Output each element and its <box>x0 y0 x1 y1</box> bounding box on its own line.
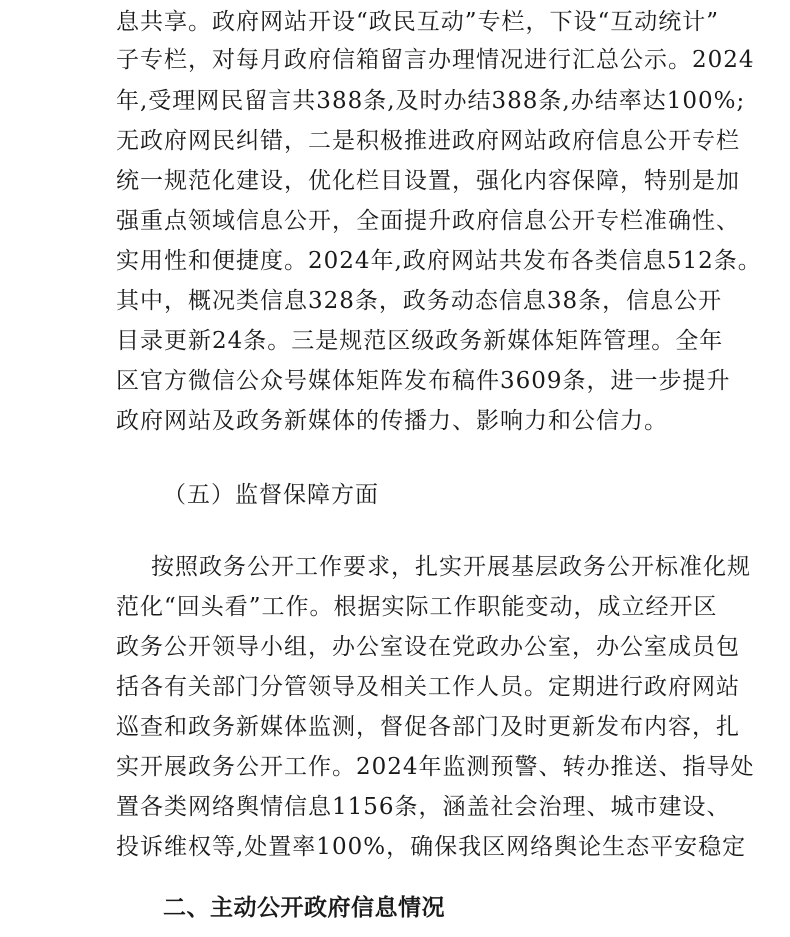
paragraph-line: 政府网站及政务新媒体的传播力、影响力和公信力。 <box>116 408 668 434</box>
paragraph-line: 区官方微信公众号媒体矩阵发布稿件3609条，进一步提升 <box>116 368 731 394</box>
paragraph-line: 统一规范化建设，优化栏目设置，强化内容保障，特别是加 <box>116 168 740 194</box>
paragraph-line: 子专栏，对每月政府信箱留言办理情况进行汇总公示。2024 <box>116 47 755 73</box>
section-heading: 二、主动公开政府信息情况 <box>163 895 445 921</box>
paragraph-line: 括各有关部门分管领导及相关工作人员。定期进行政府网站 <box>116 674 740 700</box>
paragraph-line: 实用性和便捷度。2024年,政府网站共发布各类信息512条。 <box>116 248 762 274</box>
paragraph-line: 置各类网络舆情信息1156条，涵盖社会治理、城市建设、 <box>116 794 731 820</box>
paragraph-line: 年,受理网民留言共388条,及时办结388条,办结率达100%; <box>116 88 746 114</box>
paragraph-line: 实开展政务公开工作。2024年监测预警、转办推送、指导处 <box>116 754 755 780</box>
paragraph-line: 息共享。政府网站开设“政民互动”专栏，下设“互动统计” <box>116 9 720 35</box>
paragraph-line: 目录更新24条。三是规范区级政务新媒体矩阵管理。全年 <box>116 328 724 354</box>
paragraph-line: 政务公开领导小组，办公室设在党政办公室，办公室成员包 <box>116 634 740 660</box>
section-heading: （五）监督保障方面 <box>163 482 379 508</box>
paragraph-line: 强重点领域信息公开，全面提升政府信息公开专栏准确性、 <box>116 208 740 234</box>
paragraph-line: 巡查和政务新媒体监测，督促各部门及时更新发布内容，扎 <box>116 714 740 740</box>
paragraph-line: 其中，概况类信息328条，政务动态信息38条，信息公开 <box>116 288 723 314</box>
paragraph-line: 投诉维权等,处置率100%，确保我区网络舆论生态平安稳定 <box>116 834 747 860</box>
paragraph-line: 无政府网民纠错，二是积极推进政府网站政府信息公开专栏 <box>116 128 740 154</box>
paragraph-line: 范化“回头看”工作。根据实际工作职能变动，成立经开区 <box>116 594 718 620</box>
paragraph-line: 按照政务公开工作要求，扎实开展基层政务公开标准化规 <box>151 554 751 580</box>
